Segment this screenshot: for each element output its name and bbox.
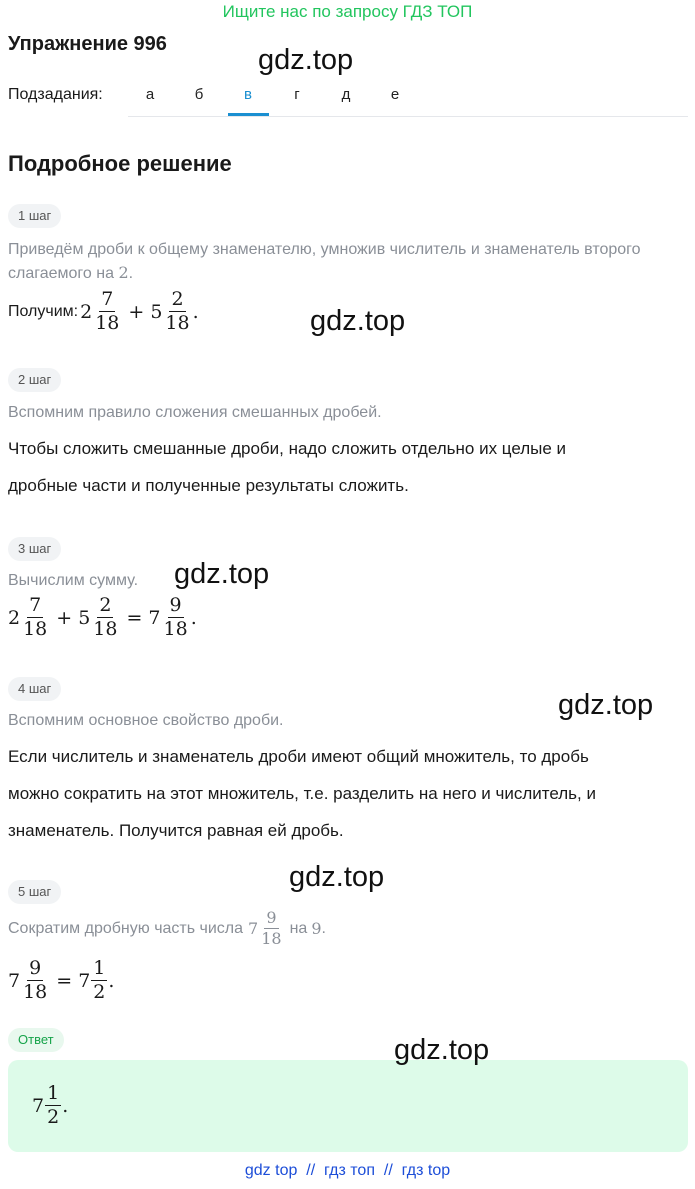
step-5-text: Сократим дробную часть числа 7 $\frac{9}{18}$ на 9 . [8,908,326,948]
tab-v[interactable]: в [244,86,252,103]
step-2-badge: 2 шаг [8,368,61,392]
subtasks-label: Подзадания: [8,86,103,103]
tab-e[interactable]: е [390,86,400,103]
watermark: gdz.top [394,1034,490,1066]
watermark: gdz.top [174,558,270,590]
footer-links[interactable]: gdz top // гдз топ // гдз top [244,1162,451,1179]
step-5-badge: 5 шаг [8,880,61,904]
exercise-title: Упражнение 996 [8,33,167,55]
step-4-body: Если числитель и знаменатель дроби имеют общий множитель, то дробь можно сократить на этот множитель, т.е. разделить на него и числитель, и знаменатель. Получится равная ей дробь. [8,747,596,840]
watermark: gdz.top [310,305,406,337]
answer-badge: Ответ [8,1028,64,1052]
step-1-result: Получим: 2 $\frac{7}{18}$ + 5 $\frac{2}{18}$ . [8,288,199,334]
step-2-body: Чтобы сложить смешанные дроби, надо сложить отдельно их целые и дробные части и полученные результаты сложить. [8,439,567,495]
step-4-text: Вспомним основное свойство дроби. [8,712,284,729]
step-2-text: Вспомним правило сложения смешанных дробей. [8,404,382,421]
step-1-formula: 2 $\frac{7}{18}$ + 5 $\frac{2}{18}$ . [80,288,199,334]
step-1-text: Приведём дроби к общему знаменателю, умножив числитель и знаменатель второго слагаемого на 2. [8,241,641,282]
watermark: gdz.top [558,689,654,721]
tab-b[interactable]: б [194,86,204,103]
step-4-badge: 4 шаг [8,677,61,701]
watermark: gdz.top [258,44,354,76]
step-1-badge: 1 шаг [8,204,61,228]
subtask-tabs [128,80,688,117]
tab-a[interactable]: а [145,86,155,103]
tab-g[interactable]: г [294,86,300,103]
section-title: Подробное решение [8,151,232,176]
step-5-formula: 7 $\frac{9}{18}$ = 7 $\frac{1}{2}$ . [8,957,115,1003]
watermark: gdz.top [289,861,385,893]
answer-formula: 7 $\frac{1}{2}$ . [32,1082,69,1128]
top-banner[interactable]: Ищите нас по запросу ГДЗ ТОП [222,2,473,21]
step-3-text: Вычислим сумму. [8,572,139,589]
tab-d[interactable]: д [341,86,351,103]
step-3-formula: 2 $\frac{7}{18}$ + 5 $\frac{2}{18}$ = 7 $\frac{9}{18}$ . [8,594,197,640]
active-tab-indicator [228,113,269,116]
step-3-badge: 3 шаг [8,537,61,561]
answer-box [8,1060,688,1152]
